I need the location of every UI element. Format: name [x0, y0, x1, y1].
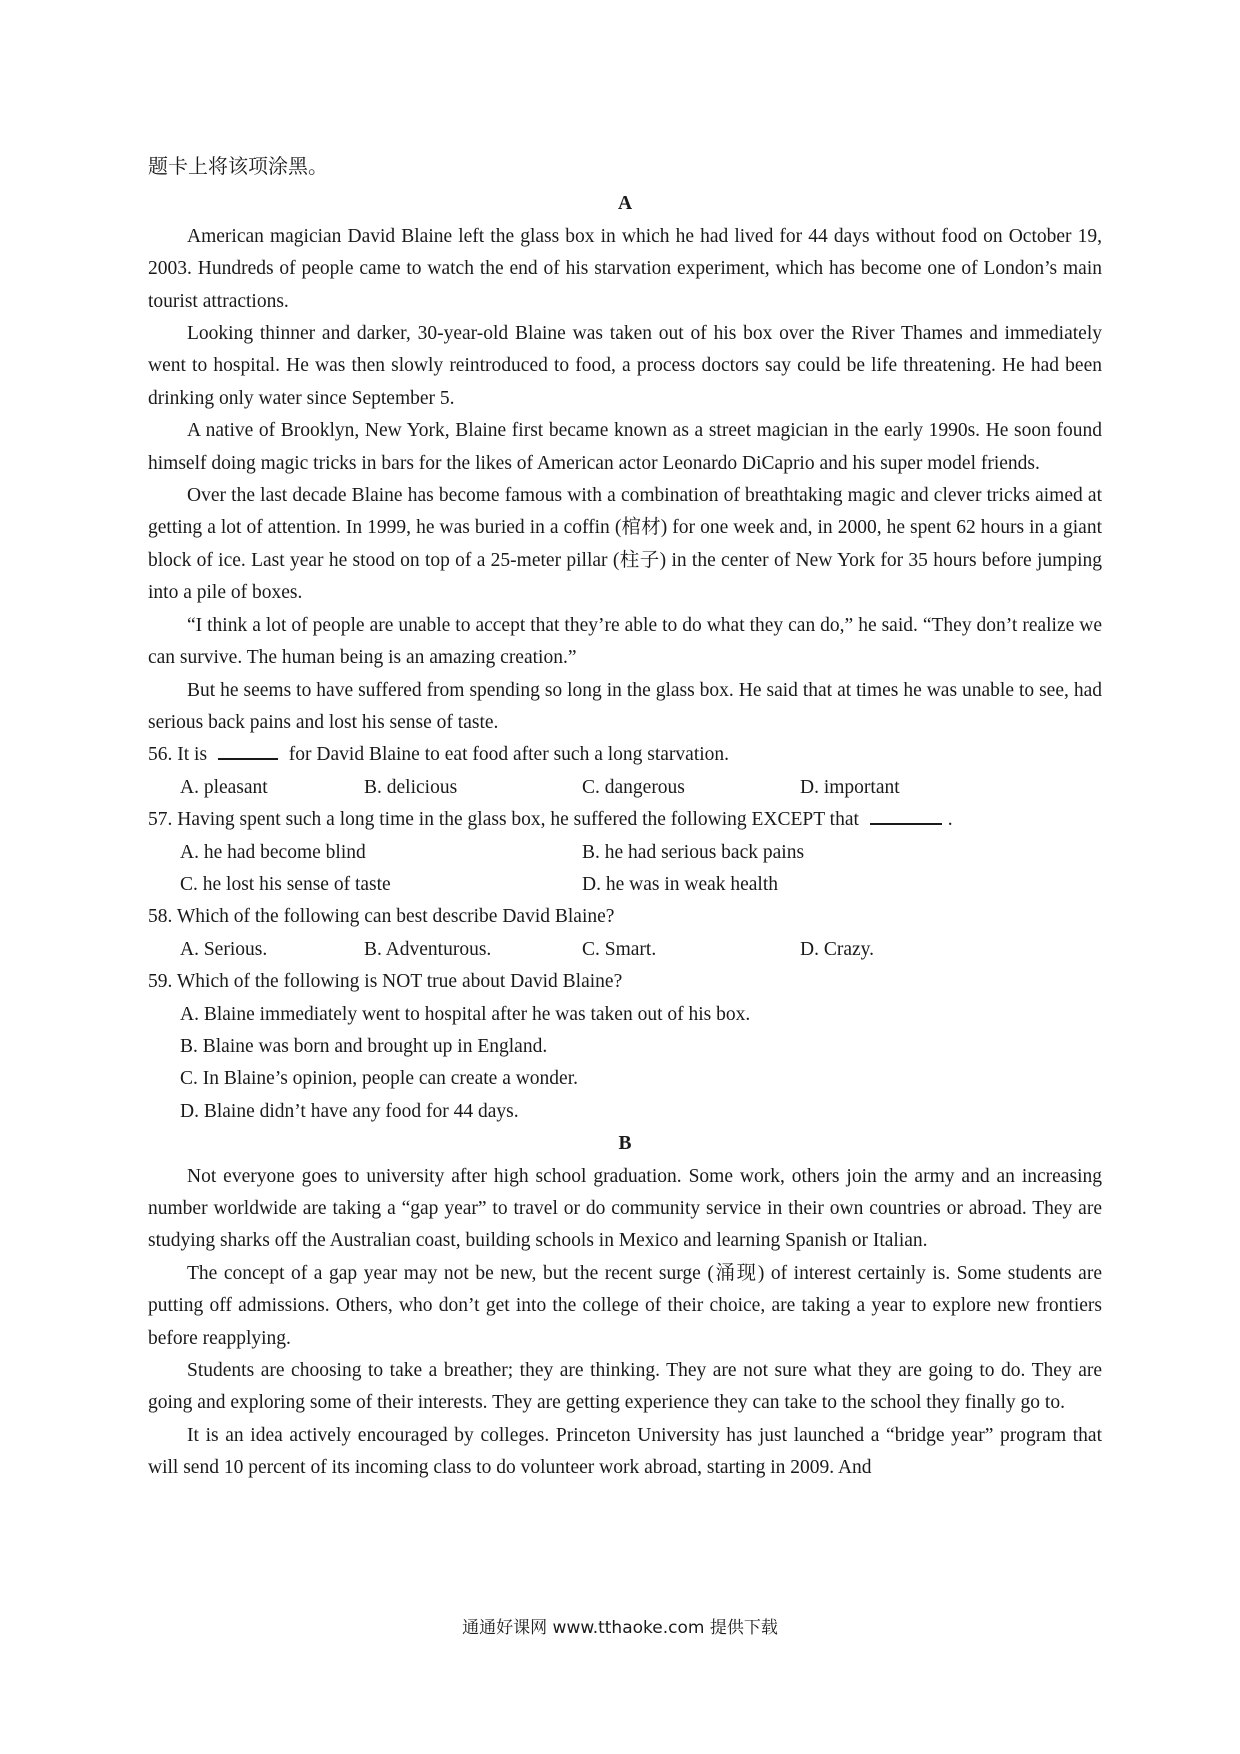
exam-page: [148, 140, 1102, 1485]
instruction-fragment: 题卡上将该项涂黑。: [148, 154, 328, 178]
paragraph: American magician David Blaine left the glass box in which he had lived for 44 days without food on October 19, 2003. Hundreds of people came to watch the end of his starvation experiment, which has become one of London’s main tourist attractions.: [148, 225, 1102, 312]
option-a: A. Serious.: [180, 938, 268, 960]
options: [148, 837, 1102, 869]
options: [148, 869, 1102, 901]
option-b: B. delicious: [364, 776, 458, 798]
section-a-heading: A: [617, 193, 633, 215]
option-c: C. he lost his sense of taste: [180, 873, 391, 895]
section-b: [148, 1128, 1102, 1484]
stem-text: 57. Having spent such a long time in the glass box, he suffered the following EXCEPT that: [148, 809, 859, 831]
question-59: [148, 966, 1102, 1128]
answer-blank: [218, 740, 278, 760]
option-a: A. he had become blind: [180, 841, 366, 863]
answer-blank: [870, 805, 942, 825]
options: [148, 772, 1102, 804]
question-58: [148, 901, 1102, 966]
paragraph: Looking thinner and darker, 30-year-old Blaine was taken out of his box over the River Thames and immediately went to hospital. He was then slowly reintroduced to food, a process doctors say could be life threatening. He had been drinking only water since September 5.: [148, 323, 1102, 409]
option-b: B. Adventurous.: [364, 938, 492, 960]
option-d: D. he was in weak health: [582, 873, 779, 895]
paragraph: It is an idea actively encouraged by colleges. Princeton University has just launched a “bridge year” program that will send 10 percent of its incoming class to do volunteer work abroad, starting in 2009. And: [148, 1424, 1102, 1479]
option-a: A. Blaine immediately went to hospital after he was taken out of his box.: [180, 1003, 751, 1025]
option-c: C. Smart.: [582, 938, 657, 960]
paragraph: Students are choosing to take a breather; they are thinking. They are not sure what they are going to do. They are going and exploring some of their interests. They are getting experience they can take to the school they finally go to.: [148, 1360, 1102, 1414]
option-a: A. pleasant: [180, 776, 268, 798]
section-a: [148, 188, 1102, 739]
question-57: [148, 804, 1102, 901]
paragraph: “I think a lot of people are unable to accept that they’re able to do what they can do,” he said. “They don’t realize we can survive. The human being is an amazing creation.”: [148, 614, 1102, 669]
page-footer: 通通好课网 www.tthaoke.com 提供下载: [462, 1618, 778, 1638]
question-56: [148, 739, 1102, 804]
option-c: C. In Blaine’s opinion, people can create a wonder.: [180, 1068, 578, 1090]
option-b: B. Blaine was born and brought up in England.: [180, 1035, 548, 1057]
option-d: D. Blaine didn’t have any food for 44 days.: [180, 1100, 519, 1122]
paragraph: Over the last decade Blaine has become famous with a combination of breathtaking magic and clever tricks aimed at getting a lot of attention. In 1999, he was buried in a coffin (棺材) for one week and, in 2000, he spent 62 hours in a giant block of ice. Last year he stood on top of a 25-meter pillar (柱子) in the center of New York for 35 hours before jumping into a pile of boxes.: [148, 485, 1102, 604]
option-d: D. important: [800, 776, 900, 798]
paragraph: But he seems to have suffered from spending so long in the glass box. He said that at times he was unable to see, had serious back pains and lost his sense of taste.: [148, 679, 1102, 733]
stem-text: for David Blaine to eat food after such a long starvation.: [288, 744, 730, 766]
paragraph: The concept of a gap year may not be new, but the recent surge (涌现) of interest certainly is. Some students are putting off admissions. Others, who don’t get into the college of their choice, are taking a year to explore new frontiers before reapplying.: [148, 1262, 1102, 1349]
question-stem: 57. Having spent such a long time in the glass box, he suffered the following EXCEPT that .: [148, 804, 1102, 836]
option-d: D. Crazy.: [800, 938, 875, 960]
paragraph: A native of Brooklyn, New York, Blaine first became known as a street magician in the early 1990s. He soon found himself doing magic tricks in bars for the likes of American actor Leonardo DiCaprio and his super model friends.: [148, 420, 1102, 474]
paragraph: Not everyone goes to university after high school graduation. Some work, others join the army and an increasing number worldwide are taking a “gap year” to travel or do community service in their own countries or abroad. They are studying sharks off the Australian coast, building schools in Mexico and learning Spanish or Italian.: [148, 1165, 1102, 1252]
option-b: B. he had serious back pains: [582, 841, 805, 863]
question-stem: 59. Which of the following is NOT true about David Blaine?: [148, 971, 623, 993]
option-c: C. dangerous: [582, 776, 685, 798]
section-b-heading: B: [618, 1133, 632, 1155]
question-stem: [148, 739, 1102, 771]
question-stem: 58. Which of the following can best describe David Blaine?: [148, 906, 615, 928]
options: [148, 934, 1102, 966]
stem-text: 56. It is: [148, 744, 208, 766]
